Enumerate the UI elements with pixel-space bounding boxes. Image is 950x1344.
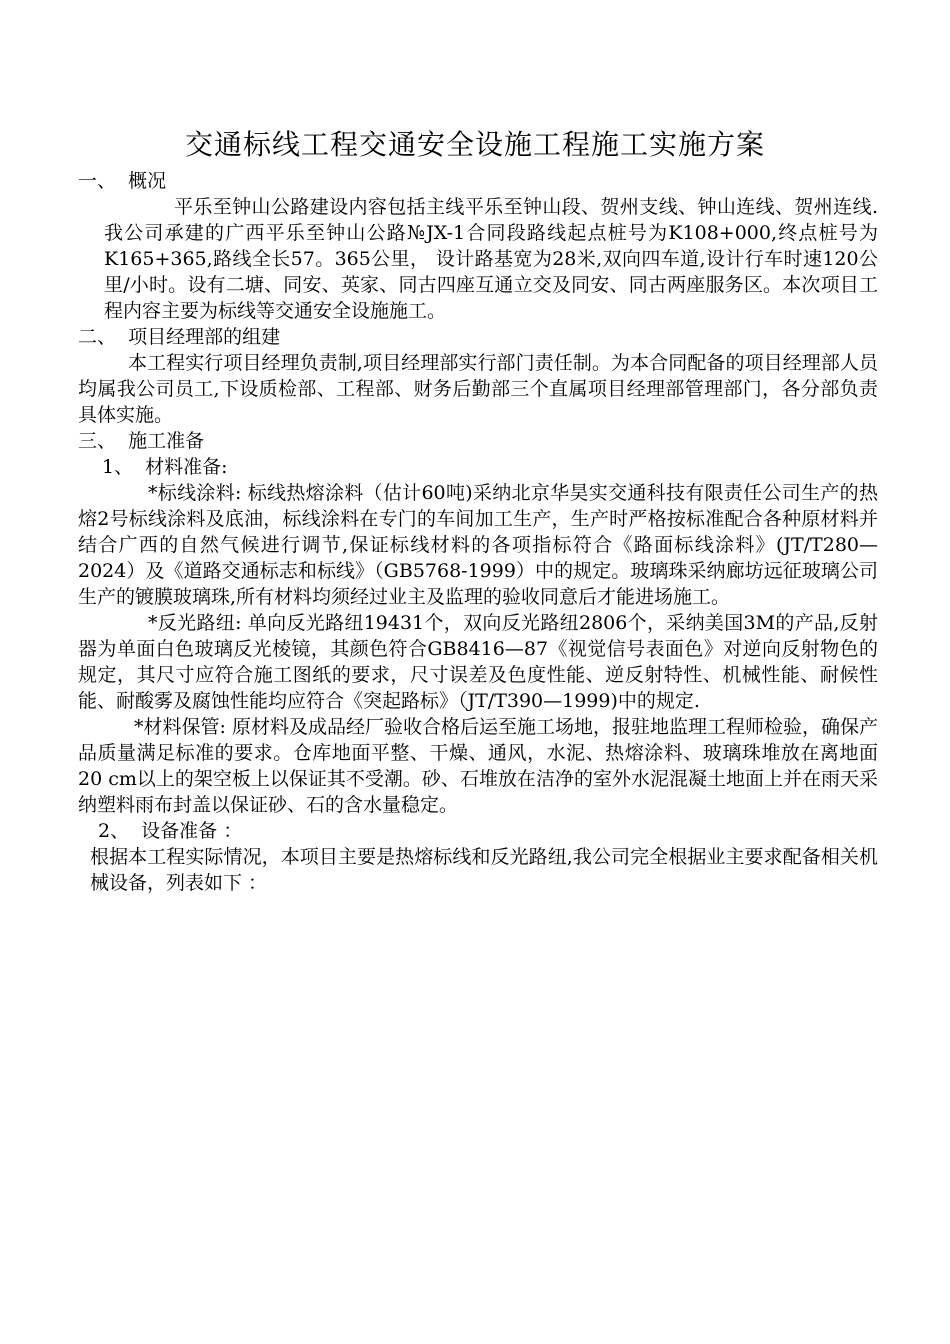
overview-paragraph: 平乐至钟山公路建设内容包括主线平乐至钟山段、贺州支线、钟山连线、贺州连线.我公司承建的广西平乐至钟山公路№JX-1合同段路线起点桩号为K108+000,终点桩号为K165+365,路线全长57。365公里， 设计路基宽为28米,双向四车道,设计行车时速120公里/小时。设有二塘、同安、英家、同古四座互通立交及同安、同古两座服务区。本次项目工程内容主要为标线等交通安全设施施工。 bbox=[104, 196, 878, 322]
section-heading-overview: 一、 概况 bbox=[78, 170, 167, 192]
subheading-materials: 1、 材料准备: bbox=[102, 456, 228, 478]
equipment-paragraph: 根据本工程实际情况，本项目主要是热熔标线和反光路纽,我公司完全根据业主要求配备相关机械设备，列表如下 ： bbox=[90, 846, 878, 894]
subheading-equipment: 2、 设备准备 ： bbox=[98, 820, 243, 842]
section-heading-preparation: 三、 施工准备 bbox=[78, 430, 205, 452]
page-title: 交通标线工程交通安全设施工程施工实施方案 bbox=[184, 128, 765, 161]
overview-block bbox=[78, 194, 878, 324]
materials-storage-paragraph: *材料保管: 原材料及成品经厂验收合格后运至施工场地，报驻地监理工程师检验，确保产品质量满足标准的要求。仓库地面平整、干燥、通风，水泥、热熔涂料、玻璃珠堆放在离地面20 cm以上的架空板上以保证其不受潮。砂、石堆放在洁净的室外水泥混凝土地面上并在雨天采纳塑料雨布封盖以保证砂、石的含水量稳定。 bbox=[78, 716, 878, 816]
section-heading-project-dept: 二、 项目经理部的组建 bbox=[78, 326, 281, 348]
document-body bbox=[78, 168, 878, 896]
materials-studs-paragraph: *反光路纽: 单向反光路纽19431个，双向反光路纽2806个，采纳美国3M的产品,反射器为单面白色玻璃反光棱镜，其颜色符合GB8416—87《视觉信号表面色》对逆向反射物色的规定，其尺寸应符合施工图纸的要求，尺寸误差及色度性能、逆反射特性、机械性能、耐候性能、耐酸雾及腐蚀性能均应符合《突起路标》（JT/T390—1999)中的规定. bbox=[78, 612, 878, 712]
project-dept-paragraph: 本工程实行项目经理负责制,项目经理部实行部门责任制。为本合同配备的项目经理部人员均属我公司员工,下设质检部、工程部、财务后勤部三个直属项目经理部管理部门，各分部负责具体实施。 bbox=[78, 352, 878, 426]
materials-paint-paragraph: *标线涂料: 标线热熔涂料（估计60吨)采纳北京华昊实交通科技有限责任公司生产的热熔2号标线涂料及底油，标线涂料在专门的车间加工生产，生产时严格按标准配合各种原材料并结合广西的自然气候进行调节,保证标线材料的各项指标符合《路面标线涂料》(JT/T280—2024）及《道路交通标志和标线》（GB5768-1999）中的规定。玻璃珠采纳廊坊远征玻璃公司生产的镀膜玻璃珠,所有材料均须经过业主及监理的验收同意后才能进场施工。 bbox=[78, 482, 878, 608]
